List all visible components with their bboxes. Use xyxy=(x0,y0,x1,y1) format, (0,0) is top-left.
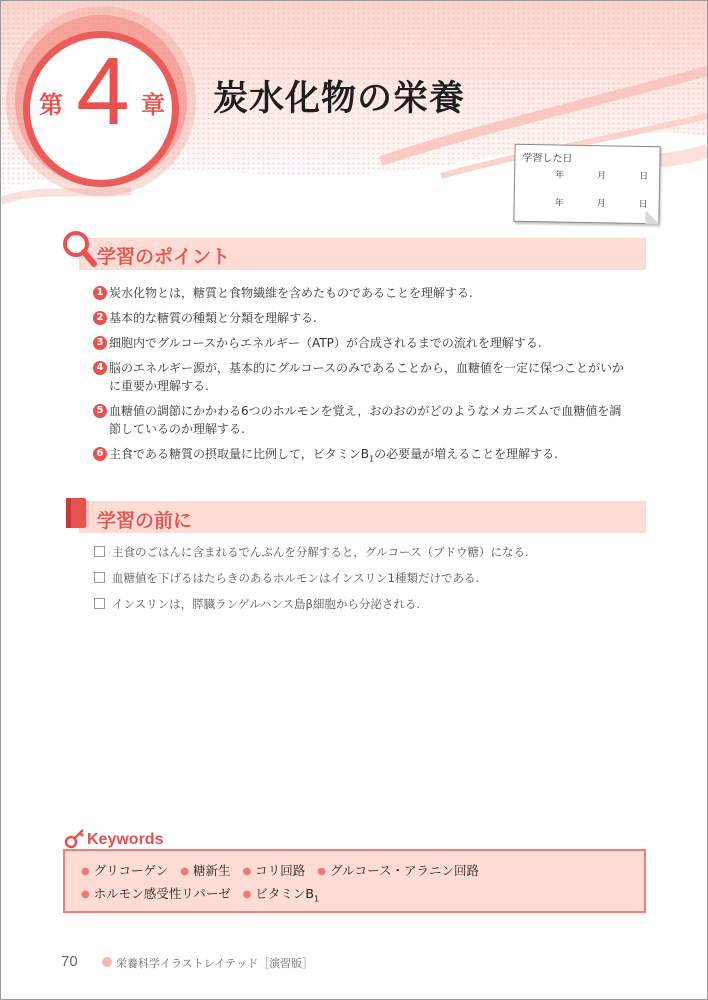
magnifier-icon xyxy=(61,229,97,269)
subscript: 1 xyxy=(313,894,320,904)
item-text: の必要量が増えることを理解する. xyxy=(374,447,558,461)
checklist-item[interactable] xyxy=(94,570,529,586)
points-section-title: 学習のポイント xyxy=(97,246,231,268)
keyword: ● グルコース・アラニン回路 xyxy=(317,861,479,879)
book-icon xyxy=(63,495,91,531)
item-text: 血糖値の調節にかかわる6つのホルモンを覚え，おのおのがどのようなメカニズムで血糖値を調節しているのか理解する. xyxy=(109,404,622,436)
checkbox[interactable] xyxy=(94,572,105,583)
checklist-item[interactable] xyxy=(94,544,529,560)
year-label: 年 xyxy=(554,198,564,209)
keywords-title: Keywords xyxy=(87,831,164,848)
keywords-row-2 xyxy=(81,884,331,902)
item-number: 5 xyxy=(93,404,107,418)
list-item xyxy=(93,402,633,438)
checklist-item[interactable] xyxy=(94,596,529,612)
checklist-text: 血糖値を下げるはたらきのあるホルモンはインスリン1種類だけである. xyxy=(112,571,480,585)
book-title: 栄養科学イラストレイテッド［演習版］ xyxy=(116,957,314,970)
keyword-text: ビタミンB xyxy=(255,886,314,901)
keyword: ● 糖新生 xyxy=(180,861,230,879)
item-number: 2 xyxy=(93,311,107,325)
learning-points-list xyxy=(93,284,633,470)
keyword-vitamin xyxy=(243,884,319,902)
keywords-row-1 xyxy=(81,861,491,879)
study-date-row-2 xyxy=(515,195,659,211)
chapter-title: 炭水化物の栄養 xyxy=(213,79,466,119)
study-date-label: 学習した日 xyxy=(522,152,573,165)
checklist-text: 主食のごはんに含まれるでんぷんを分解すると，グルコース（ブドウ糖）になる. xyxy=(112,545,529,559)
item-text: 基本的な糖質の種類と分類を理解する. xyxy=(109,311,317,325)
keywords-box xyxy=(63,849,646,913)
item-number: 4 xyxy=(93,361,107,375)
list-item xyxy=(93,309,633,327)
keyword: ● グリコーゲン xyxy=(81,861,168,879)
item-text: 細胞内でグルコースからエネルギー（ATP）が合成されるまでの流れを理解する. xyxy=(109,336,542,350)
item-text: 脳のエネルギー源が，基本的にグルコースのみであることから，血糖値を一定に保つことがいかに重要か理解する. xyxy=(109,361,625,393)
item-text: 炭水化物とは，糖質と食物繊維を含めたものであることを理解する. xyxy=(109,286,473,300)
key-icon xyxy=(64,827,86,849)
chapter-prefix: 第 xyxy=(39,91,63,119)
subscript: 1 xyxy=(369,454,375,464)
pre-check-list xyxy=(94,544,529,622)
before-section-title: 学習の前に xyxy=(97,510,193,532)
study-date-card xyxy=(513,144,660,225)
chapter-number: 4 xyxy=(76,38,130,145)
footer-dot xyxy=(102,957,112,967)
item-text: 主食である糖質の摂取量に比例して，ビタミンB xyxy=(109,447,369,461)
list-item xyxy=(93,359,633,395)
item-number: 3 xyxy=(93,336,107,350)
item-number: 6 xyxy=(93,447,107,461)
list-item xyxy=(93,445,633,463)
page-curl xyxy=(645,210,659,224)
checkbox[interactable] xyxy=(94,598,105,609)
item-number: 1 xyxy=(93,286,107,300)
day-label: 日 xyxy=(639,171,649,183)
month-label: 月 xyxy=(596,199,606,210)
month-label: 月 xyxy=(597,171,607,182)
keyword: ● コリ回路 xyxy=(243,861,306,879)
day-label: 日 xyxy=(638,199,648,211)
year-label: 年 xyxy=(555,170,565,181)
page-number: 70 xyxy=(61,953,78,970)
checklist-text: インスリンは，膵臓ランゲルハンス島β細胞から分泌される. xyxy=(112,597,421,611)
list-item xyxy=(93,334,633,352)
study-date-row-1 xyxy=(515,167,659,183)
chapter-suffix: 章 xyxy=(141,91,165,119)
checkbox[interactable] xyxy=(94,546,105,557)
keyword: ● ホルモン感受性リパーゼ xyxy=(81,884,231,902)
list-item xyxy=(93,284,633,302)
